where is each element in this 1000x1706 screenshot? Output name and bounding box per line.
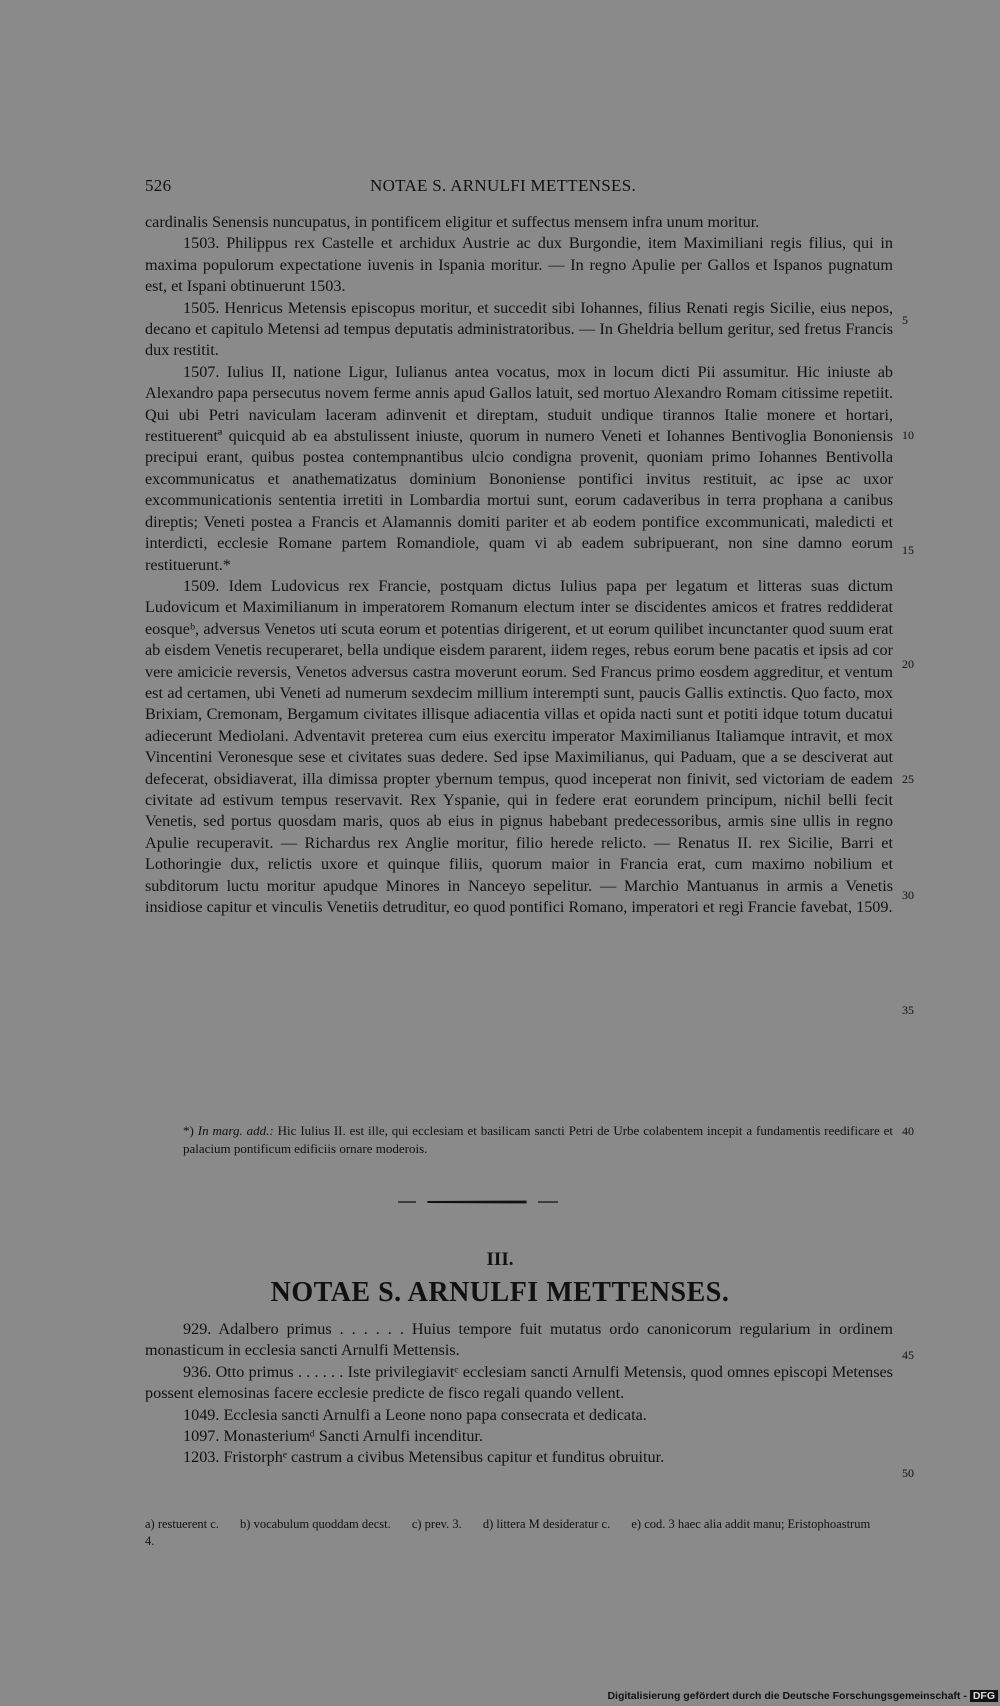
entry-929: 929. Adalbero primus . . . . . . Huius tempore fuit mutatus ordo canonicorum regularium in ordinem monasticum in ecclesia sancti Arnulfi Mettensis. xyxy=(145,1320,893,1360)
page-number: 526 xyxy=(145,176,172,195)
paragraph-1503: 1503. Philippus rex Castelle et archidux Austrie ac dux Burgondie, item Maximiliani regis filius, qui in maxima populorum expectatione iuvenis in Ispania moritur. — In regno Apulie per Gallos et Ispanos pugnatum est, et Ispani obtinuerunt 1503. xyxy=(145,234,893,296)
paragraph-1509: 1509. Idem Ludovicus rex Francie, postquam dictus Iulius papa per legatum et litteras suas dictum Ludovicum et Maximilianum in imperatorem Romanum electum inter se discidentes amicos et fratres reddiderat eosqueᵇ, adversus Venetos uti scuta eorum et potentias dirigerent, et ut eorum quilibet incunctanter quod suum erat ab eisdem Venetis recuperaret, bella undique eisdem pararent, iidem reges, rebus eorum bene pacatis et ipsis ad cor vere amicicie reversis, Venetos adversus castra moverunt eorum. Sed Francus primo eosdem aggreditur, et ventum est ad certamen, ubi Veneti ad numerum sexdecim millium interempti sunt, paucis Gallis extinctis. Quo facto, mox Brixiam, Cremonam, Bergamum civitates illisque adiacentia villas et opida nacti sunt et potiti idque totum ducatui adiecerunt Mediolani. Adventavit preterea cum eius exercitu imperator Maximilianus Italiamque intravit, et mox Vincentini Veronesque sese et civitates suas dedere. Sed ipse Maximilianus, qui Paduam, que a se desciverat aut defecerat, obsidiaverat, illa dimissa propter ybernum tempus, quod inceperat non finivit, sed victoriam de eadem civitate ad estivum tempus reservavit. Rex Yspanie, qui in federe erat eorundem principum, nichil belli fecit Venetis, sed portus quosdam maris, quos ab eius in pignus habebant predecessoribus, armis sine ullis in regno Apulie recuperavit. — Richardus rex Anglie moritur, filio herede relicto. — Renatus II. rex Sicilie, Barri et Lothoringie dux, relictis uxore et quinque filiis, quorum maior in Francia erat, cum maximo nobilium et subditorum luctu moritur apudque Minores in Nanceyo sepelitur. — Marchio Mantuanus in armis a Venetis insidiose capitur et vinculis Venetiis detruditur, eo quod pontifici Romano, imperatori et regi Francie favebat, 1509. xyxy=(145,576,893,916)
entry-1049: 1049. Ecclesia sancti Arnulfi a Leone nono papa consecrata et dedicata. xyxy=(183,1405,647,1424)
line-number: 40 xyxy=(902,1124,914,1138)
line-number: 30 xyxy=(902,888,914,902)
margin-note-marker: *) xyxy=(183,1123,194,1138)
apparatus-footnotes xyxy=(145,1516,893,1550)
main-text-block xyxy=(145,212,893,918)
line-number: 45 xyxy=(902,1348,914,1362)
footnote-b: b) vocabulum quoddam decst. xyxy=(240,1517,391,1531)
line-number: 35 xyxy=(902,1003,914,1017)
funding-credit-text: Digitalisierung gefördert durch die Deutsche Forschungsgemeinschaft - xyxy=(607,1690,967,1702)
paragraph-1507: 1507. Iulius II, natione Ligur, Iulianus antea vocatus, mox in locum dicti Pii assumitur. Hic iniuste ab Alexandro papa persecutus novem ferme annis apud Gallos latuit, sed mortuo Alexandro Romam citissime repetiit. Qui ubi Petri naviculam laceram adinvenit et direptam, studuit undique tirannos Italie monere et hortari, restituerentª quicquid ab ea abstulissent iniuste, quorum in numero Veneti et Iohannes Bentivoglia Bononiensis precipui erant, quibus postea contempnantibus ulcio condigna provenit, quoniam primo Iohannes Bentivolla excommunicatus et anathematizatus dominium Bononiense pontifici invitus restituit, ac ipse ac uxor excommunicationis sententia irretiti in Lombardia mortui sunt, eorum cadaveribus in terra prophana a canibus direptis; Veneti postea a Francis et Alamannis domiti pariter et ab eodem pontifice excommunicati, maledicti et interdicti, ecclesie Romane partem Romandiole, quam vi ab eadem subripuerant, non sine damno eorum restituerunt.* xyxy=(145,362,893,574)
section-title: NOTAE S. ARNULFI METTENSES. xyxy=(270,1277,730,1308)
entry-1097: 1097. Monasteriumᵈ Sancti Arnulfi incenditur. xyxy=(183,1427,483,1446)
footnote-a: a) restuerent c. xyxy=(145,1517,219,1531)
line-number: 15 xyxy=(902,543,914,557)
funding-credit xyxy=(607,1690,998,1702)
section-divider xyxy=(398,1199,558,1205)
section-text-block xyxy=(145,1319,893,1469)
line-number: 25 xyxy=(902,772,914,786)
paragraph-continuation: cardinalis Senensis nuncupatus, in pontificem eligitur et suffectus mensem infra unum moritur. xyxy=(145,213,760,231)
line-number: 20 xyxy=(902,657,914,671)
entry-1203: 1203. Fristorphᵉ castrum a civibus Metensibus capitur et funditus obruitur. xyxy=(183,1448,665,1467)
margin-note-label: In marg. add.: xyxy=(197,1123,274,1138)
running-head xyxy=(145,176,895,200)
line-number: 5 xyxy=(902,313,908,327)
line-number: 10 xyxy=(902,428,914,442)
entry-936: 936. Otto primus . . . . . . Iste privilegiavitᶜ ecclesiam sancti Arnulfi Metensis, quod omnes episcopi Metenses possent elemosinas facere ecclesie predicte de fisco regali quando vellent. xyxy=(145,1362,893,1403)
footnote-e: e) cod. 3 haec alia addit manu; Eristophoastrum 4. xyxy=(145,1517,871,1548)
margin-note-text: Hic Iulius II. est ille, qui ecclesiam et basilicam sancti Petri de Urbe colabentem incepit a fundamentis reedificare et palacium pontificum edificiis ornare moderois. xyxy=(183,1123,894,1156)
paragraph-1505: 1505. Henricus Metensis episcopus moritur, et succedit sibi Iohannes, filius Renati regis Sicilie, eius nepos, decano et capitulo Metensi ad tempus deputatis administratoribus. — In Gheldria bellum geritur, sed fretus Francis dux restitit. xyxy=(145,298,893,360)
footnote-d: d) littera M desideratur c. xyxy=(482,1517,611,1531)
line-number: 50 xyxy=(902,1466,914,1480)
section-number: III. xyxy=(486,1249,514,1270)
running-title: NOTAE S. ARNULFI METTENSES. xyxy=(370,176,636,195)
margin-note xyxy=(183,1122,893,1158)
dfg-logo: DFG xyxy=(970,1690,998,1702)
footnote-c: c) prev. 3. xyxy=(411,1517,462,1531)
